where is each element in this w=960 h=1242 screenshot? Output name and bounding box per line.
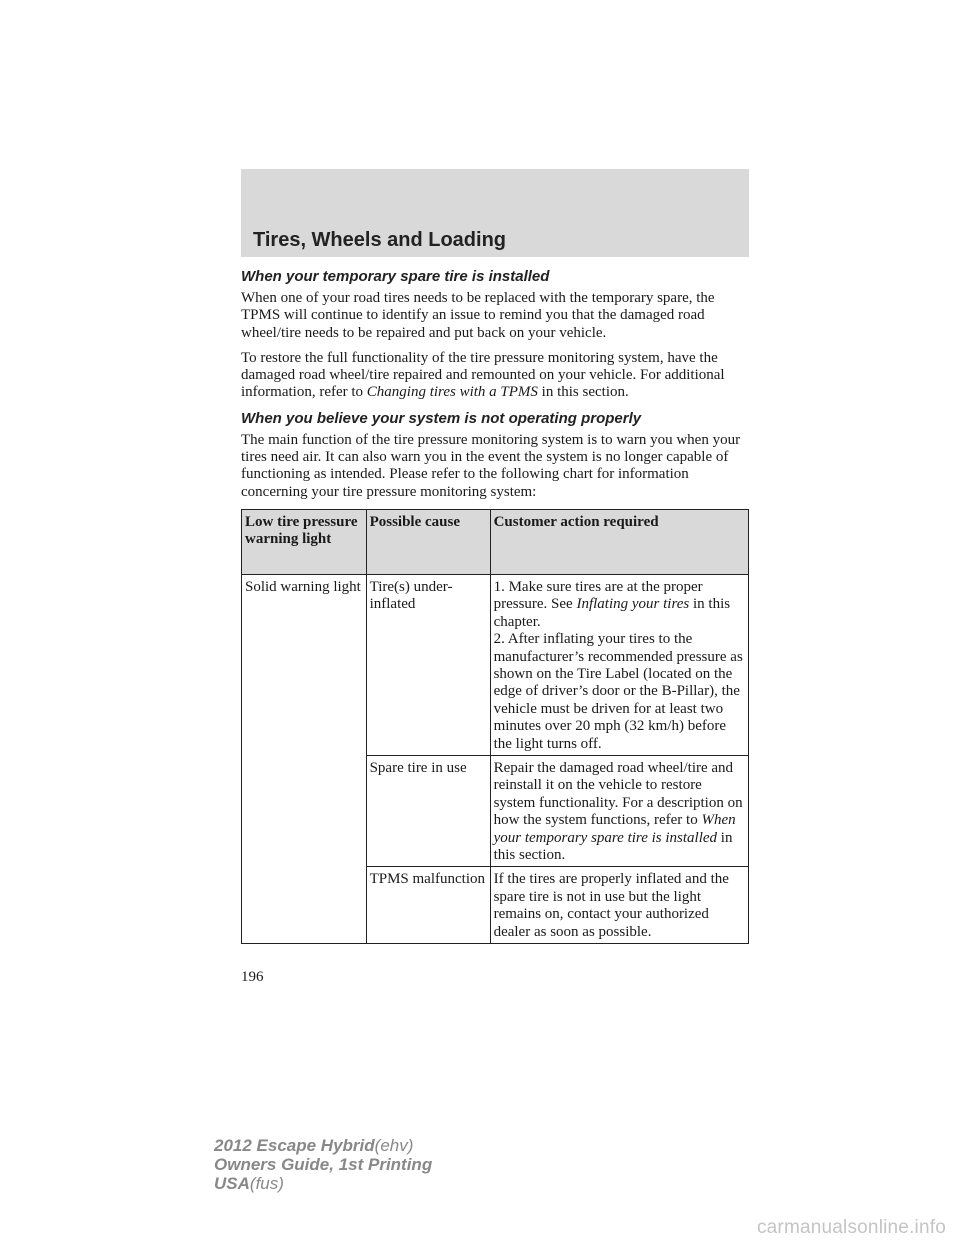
table-cell-cause: Tire(s) under-inflated — [366, 574, 490, 755]
table-cell-warning-light: Solid warning light — [242, 574, 367, 943]
table-cell-cause: Spare tire in use — [366, 756, 490, 867]
cross-reference: Changing tires with a TPMS — [366, 384, 538, 401]
table-header-cell: Low tire pressure warning light — [242, 509, 367, 574]
table-cell-cause: TPMS malfunction — [366, 867, 490, 944]
table-row — [242, 574, 749, 755]
table-header-cell: Customer action required — [490, 509, 748, 574]
section-title: Tires, Wheels and Loading — [253, 229, 507, 251]
page-content — [241, 268, 749, 944]
table-cell-action: Repair the damaged road wheel/tire and reinstall it on the vehicle to restore system functionality. For a description on how the system functions, refer to When your temporary spare tire is installed in this section. — [490, 756, 748, 867]
watermark: carmanualsonline.info — [756, 1217, 946, 1238]
table-header-cell: Possible cause — [366, 509, 490, 574]
paragraph: When one of your road tires needs to be replaced with the temporary spare, the TPMS will continue to identify an issue to remind you that the damaged road wheel/tire needs to be repaired and put back on your vehicle. — [241, 290, 715, 341]
cross-reference: Inflating your tires — [576, 596, 690, 613]
paragraph: The main function of the tire pressure monitoring system is to warn you when your tires need air. It can also warn you in the event the system is no longer capable of functioning as intended. Please refer to the following chart for information concerning your tire pressure monitoring system: — [241, 431, 741, 500]
subheading-spare-tire: When your temporary spare tire is installed — [241, 268, 550, 285]
page-number: 196 — [241, 969, 264, 985]
subheading-not-operating: When you believe your system is not operating properly — [241, 409, 642, 427]
table-header-row — [242, 509, 749, 574]
table-cell-action: If the tires are properly inflated and the spare tire is not in use but the light remains on, contact your authorized dealer as soon as possible. — [490, 867, 748, 944]
print-footer: 2012 Escape Hybrid(ehv) Owners Guide, 1st Printing USA(fus) — [214, 1136, 433, 1193]
tpms-troubleshooting-table — [241, 509, 749, 944]
table-cell-action: 1. Make sure tires are at the proper pressure. See Inflating your tires in this chapter. 2. After inflating your tires to the manufacturer’s recommended pressure as shown on the Tire Label (located on the edge of driver’s door or the B-Pillar), the vehicle must be driven for at least two minutes over 20 mph (32 km/h) before the light turns off. — [490, 574, 748, 755]
paragraph: To restore the full functionality of the tire pressure monitoring system, have the damaged road wheel/tire repaired and remounted on your vehicle. For additional information, refer to Changing tires with a TPMS in this section. — [241, 349, 725, 401]
cross-reference: When your temporary spare tire is installed — [493, 812, 736, 846]
